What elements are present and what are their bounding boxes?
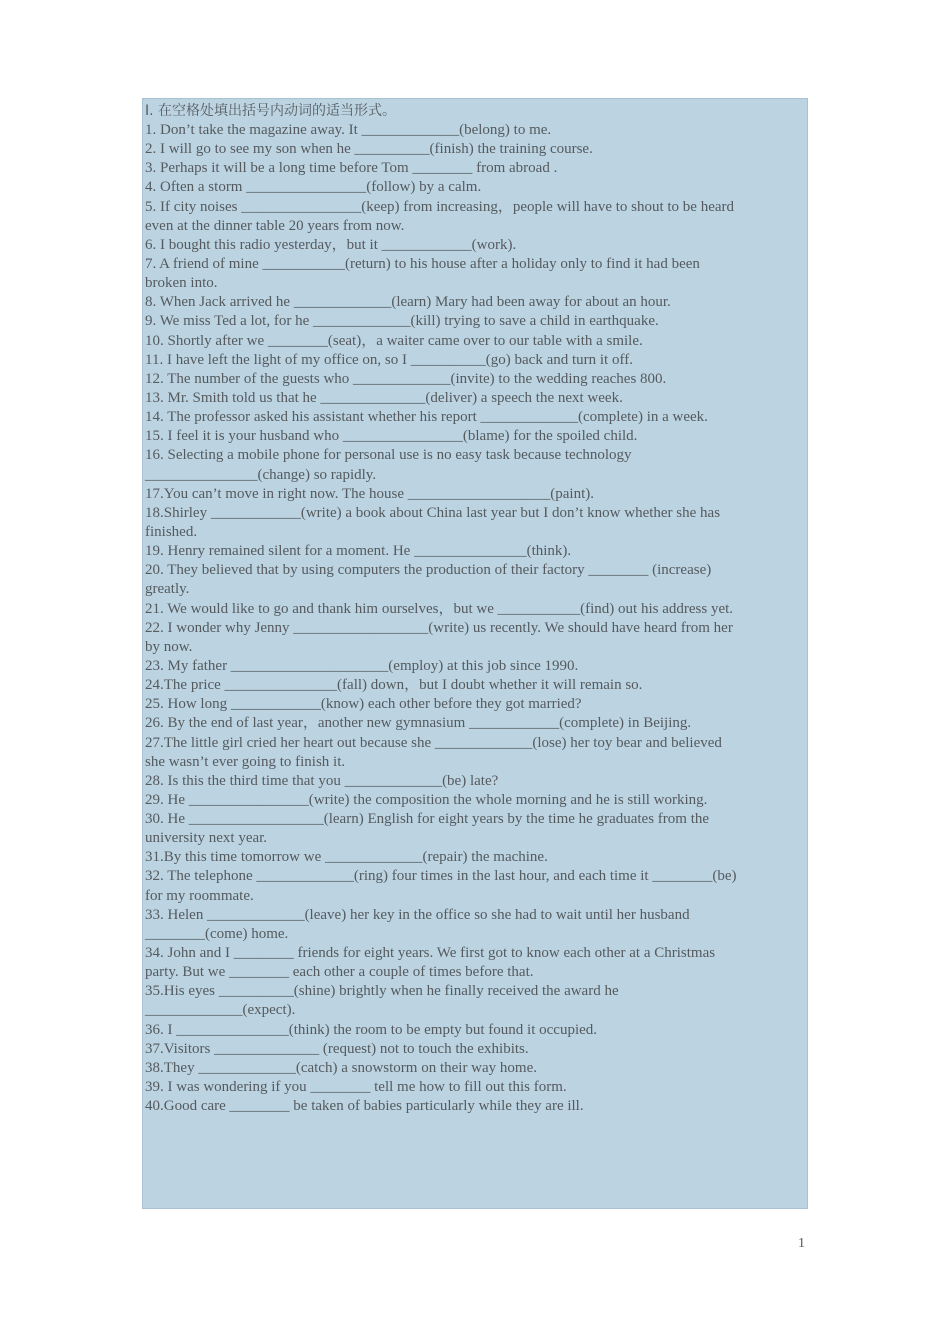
exercise-line: 35.His eyes __________(shine) brightly when he finally received the award he <box>145 983 619 1000</box>
exercise-line: 21. We would like to go and thank him ourselves，but we ___________(find) out his address yet. <box>145 600 734 617</box>
exercise-line: 29. He ________________(write) the composition the whole morning and he is still working. <box>145 791 708 808</box>
exercise-line: university next year. <box>145 830 268 847</box>
exercise-line: party. But we ________ each other a couple of times before that. <box>145 964 534 981</box>
exercise-heading: I. 在空格处填出括号内动词的适当形式。 <box>145 103 397 119</box>
exercise-line: 19. Henry remained silent for a moment. He _______________(think). <box>145 543 572 560</box>
exercise-line: 2. I will go to see my son when he __________(finish) the training course. <box>145 141 593 158</box>
exercise-line: 36. I _______________(think) the room to be empty but found it occupied. <box>145 1021 598 1038</box>
exercise-line: 15. I feel it is your husband who ________________(blame) for the spoiled child. <box>145 428 638 445</box>
exercise-line: 8. When Jack arrived he _____________(learn) Mary had been away for about an hour. <box>145 294 671 311</box>
exercise-line: 13. Mr. Smith told us that he ______________(deliver) a speech the next week. <box>145 389 623 406</box>
exercise-line: 16. Selecting a mobile phone for personal use is no easy task because technology <box>145 447 632 464</box>
exercise-line: 34. John and I ________ friends for eight years. We first got to know each other at a Christmas <box>145 945 716 962</box>
exercise-line: _______________(change) so rapidly. <box>145 466 377 483</box>
exercise-panel <box>142 98 808 1209</box>
exercise-line: 30. He __________________(learn) English for eight years by the time he graduates from the <box>145 811 710 828</box>
exercise-line: 12. The number of the guests who _____________(invite) to the wedding reaches 800. <box>145 370 667 387</box>
exercise-line: _____________(expect). <box>145 1002 296 1019</box>
page-number: 1 <box>798 1236 805 1251</box>
exercise-line: 17.You can’t move in right now. The house ___________________(paint). <box>145 485 594 502</box>
exercise-line: 40.Good care ________ be taken of babies particularly while they are ill. <box>145 1098 584 1115</box>
exercise-line: 24.The price _______________(fall) down，but I doubt whether it will remain so. <box>145 677 643 694</box>
exercise-line: 39. I was wondering if you ________ tell me how to fill out this form. <box>145 1079 567 1096</box>
exercise-line: 6. I bought this radio yesterday，but it ____________(work). <box>145 236 517 253</box>
exercise-line: ________(come) home. <box>145 925 289 942</box>
exercise-line: 14. The professor asked his assistant whether his report _____________(complete) in a week. <box>145 409 708 426</box>
exercise-line: 1. Don’t take the magazine away. It _____________(belong) to me. <box>145 122 552 138</box>
exercise-line: even at the dinner table 20 years from now. <box>145 217 405 234</box>
exercise-line: for my roommate. <box>145 887 254 904</box>
exercise-line: 33. Helen _____________(leave) her key in the office so she had to wait until her husband <box>145 906 690 923</box>
exercise-line: 10. Shortly after we ________(seat)，a waiter came over to our table with a smile. <box>145 332 643 349</box>
exercise-line: 27.The little girl cried her heart out because she _____________(lose) her toy bear and believed <box>145 734 722 751</box>
exercise-line: 37.Visitors ______________ (request) not to touch the exhibits. <box>145 1040 529 1057</box>
exercise-line: 11. I have left the light of my office on, so I __________(go) back and turn it off. <box>145 351 633 368</box>
exercise-line: finished. <box>145 523 198 540</box>
exercise-line: 38.They _____________(catch) a snowstorm on their way home. <box>145 1059 537 1076</box>
exercise-line: 4. Often a storm ________________(follow) by a calm. <box>145 179 482 196</box>
exercise-line: 23. My father _____________________(employ) at this job since 1990. <box>145 657 579 674</box>
exercise-line: greatly. <box>145 581 190 598</box>
exercise-line: 20. They believed that by using computers the production of their factory ________ (increase) <box>145 562 712 579</box>
exercise-line: 25. How long ____________(know) each other before they got married? <box>145 696 582 713</box>
exercise-lines <box>145 121 807 1116</box>
exercise-line: 22. I wonder why Jenny __________________(write) us recently. We should have heard from her <box>145 619 733 636</box>
exercise-line: 31.By this time tomorrow we _____________(repair) the machine. <box>145 849 548 866</box>
exercise-line: 26. By the end of last year，another new gymnasium ____________(complete) in Beijing. <box>145 715 692 732</box>
exercise-line: broken into. <box>145 275 218 292</box>
exercise-line: 28. Is this the third time that you _____________(be) late? <box>145 772 499 789</box>
exercise-line: 9. We miss Ted a lot, for he _____________(kill) trying to save a child in earthquake. <box>145 313 659 330</box>
exercise-line: 7. A friend of mine ___________(return) to his house after a holiday only to find it had been <box>145 255 700 272</box>
exercise-line: 32. The telephone _____________(ring) four times in the last hour, and each time it ________(be) <box>145 868 737 885</box>
exercise-line: by now. <box>145 638 193 655</box>
exercise-line: 3. Perhaps it will be a long time before Tom ________ from abroad . <box>145 160 558 177</box>
exercise-line: she wasn’t ever going to finish it. <box>145 753 346 770</box>
exercise-line: 18.Shirley ____________(write) a book about China last year but I don’t know whether she has <box>145 504 721 521</box>
exercise-line: 5. If city noises ________________(keep) from increasing，people will have to shout to be heard <box>145 198 735 215</box>
